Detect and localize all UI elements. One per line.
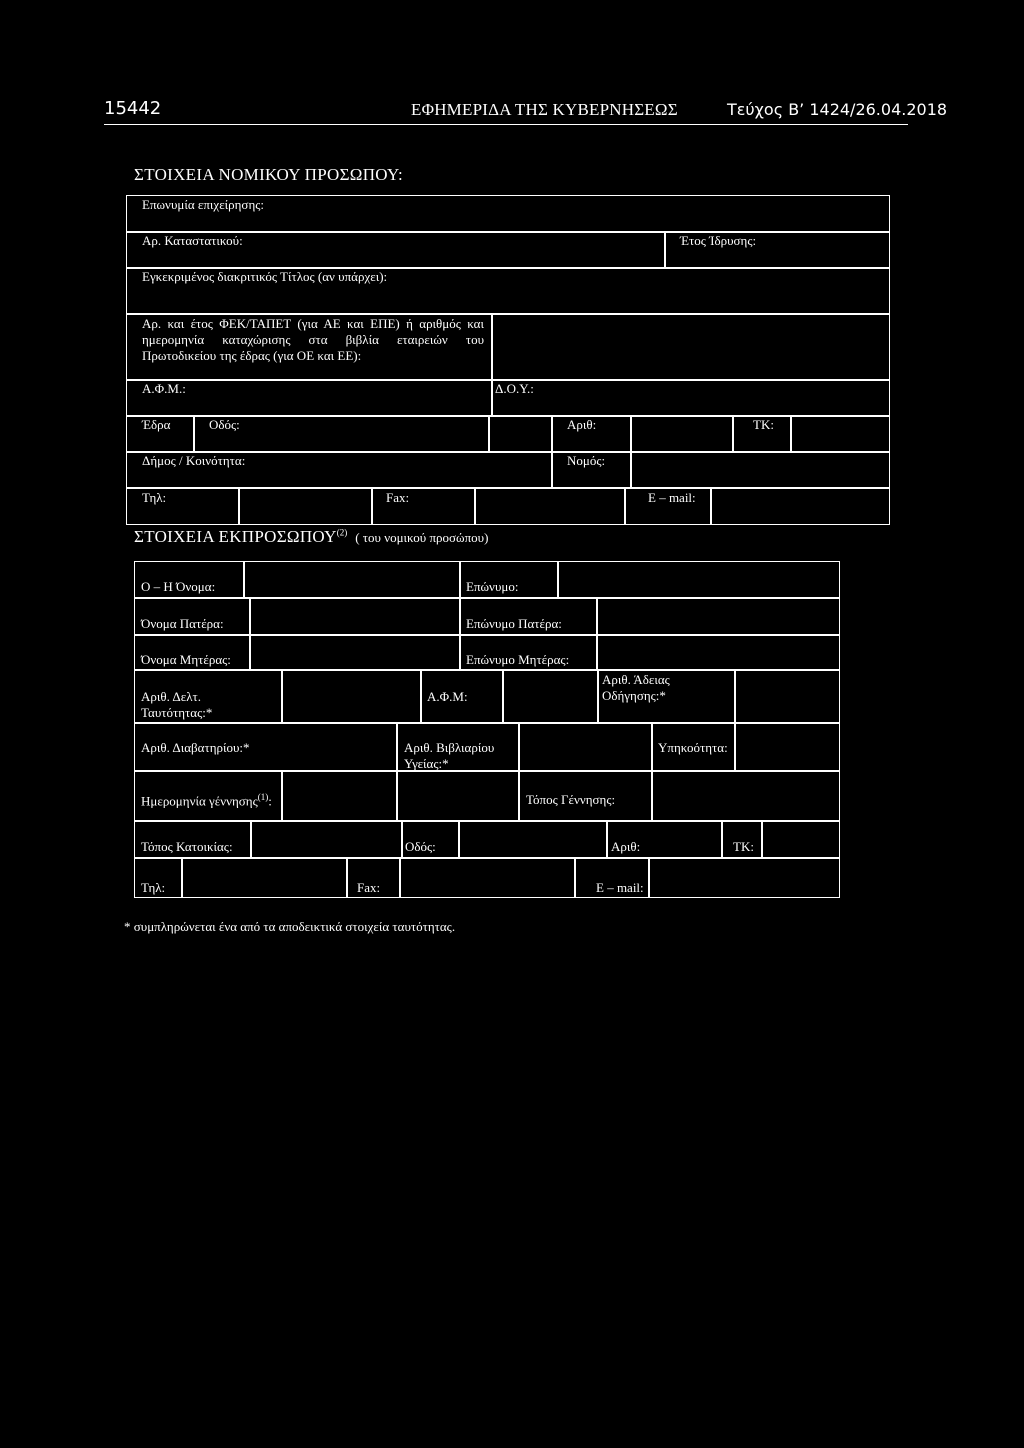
registration-label: Αρ. και έτος ΦΕΚ/ΤΑΠΕΤ (για ΑΕ και ΕΠΕ) ή αριθμός και ημερομηνία καταχώρισης στα βιβλία εταιρειών του Πρωτοδικείου της έδρας (για ΟΕ και ΕΕ): xyxy=(142,316,484,363)
page-number: 15442 xyxy=(104,98,162,119)
legal-entity-section-title: ΣΤΟΙΧΕΙΑ ΝΟΜΙΚΟΥ ΠΡΟΣΩΠΟΥ: xyxy=(134,165,404,184)
doy-label: Δ.Ο.Υ.: xyxy=(495,381,534,396)
seat-label: Έδρα xyxy=(142,417,171,432)
rep-father-name-label: Όνομα Πατέρα: xyxy=(141,616,224,631)
rep-last-name-label: Επώνυμο: xyxy=(466,579,519,594)
rep-first-name-label: Ο – Η Όνομα: xyxy=(141,579,216,594)
company-name-label: Επωνυμία επιχείρησης: xyxy=(142,197,265,212)
rep-health-book-label: Αριθ. Βιβλιαρίου Υγείας:* xyxy=(404,740,495,771)
statute-number-label: Αρ. Καταστατικού: xyxy=(142,233,243,248)
rep-father-surname-label: Επώνυμο Πατέρα: xyxy=(466,616,562,631)
header-rule xyxy=(104,124,908,125)
issue-info: Τεύχος B’ 1424/26.04.2018 xyxy=(727,100,948,119)
entity-phone-label: Τηλ: xyxy=(142,490,167,505)
gazette-title: ΕΦΗΜΕΡΙΔΑ ΤΗΣ ΚΥΒΕΡΝΗΣΕΩΣ xyxy=(411,100,678,119)
representative-section-title: ΣΤΟΙΧΕΙΑ ΕΚΠΡΟΣΩΠΟΥ$^{(2)}$ ( του νομικού προσώπου) xyxy=(134,527,489,546)
founding-year-label: Έτος Ίδρυσης: xyxy=(680,233,757,248)
rep-birth-date-label: Ημερομηνία γέννησης$^{(1)}$: xyxy=(141,792,272,809)
rep-postal-code-label: ΤΚ: xyxy=(733,839,754,854)
entity-fax-label: Fax: xyxy=(386,490,410,505)
rep-passport-label: Αριθ. Διαβατηρίου:* xyxy=(141,740,250,755)
seat-postal-code-label: ΤΚ: xyxy=(753,417,774,432)
rep-mother-surname-label: Επώνυμο Μητέρας: xyxy=(466,652,570,667)
afm-label: Α.Φ.Μ.: xyxy=(142,381,186,396)
prefecture-label: Νομός: xyxy=(567,453,606,468)
rep-number-label: Αριθ: xyxy=(611,839,641,854)
trade-title-label: Εγκεκριμένος διακριτικός Τίτλος (αν υπάρχει): xyxy=(142,269,388,284)
seat-number-label: Αριθ: xyxy=(567,417,597,432)
rep-id-card-label: Αριθ. Δελτ. Ταυτότητας:* xyxy=(141,689,213,720)
rep-email-label: E – mail: xyxy=(596,880,644,895)
entity-email-label: E – mail: xyxy=(648,490,696,505)
rep-birth-place-label: Τόπος Γέννησης: xyxy=(526,792,616,807)
rep-afm-label: Α.Φ.Μ: xyxy=(427,689,468,704)
footnote: * συμπληρώνεται ένα από τα αποδεικτικά στοιχεία ταυτότητας. xyxy=(124,919,456,934)
rep-residence-label: Τόπος Κατοικίας: xyxy=(141,839,233,854)
representative-subtitle: ( του νομικού προσώπου) xyxy=(355,530,489,545)
rep-street-label: Οδός: xyxy=(405,839,436,854)
rep-mother-name-label: Όνομα Μητέρας: xyxy=(141,652,231,667)
rep-citizenship-label: Υπηκοότητα: xyxy=(658,740,728,755)
seat-street-label: Οδός: xyxy=(209,417,240,432)
rep-driver-license-label: Αριθ. Άδειας Οδήγησης:* xyxy=(602,672,670,703)
municipality-label: Δήμος / Κοινότητα: xyxy=(142,453,246,468)
rep-fax-label: Fax: xyxy=(357,880,381,895)
rep-phone-label: Τηλ: xyxy=(141,880,166,895)
